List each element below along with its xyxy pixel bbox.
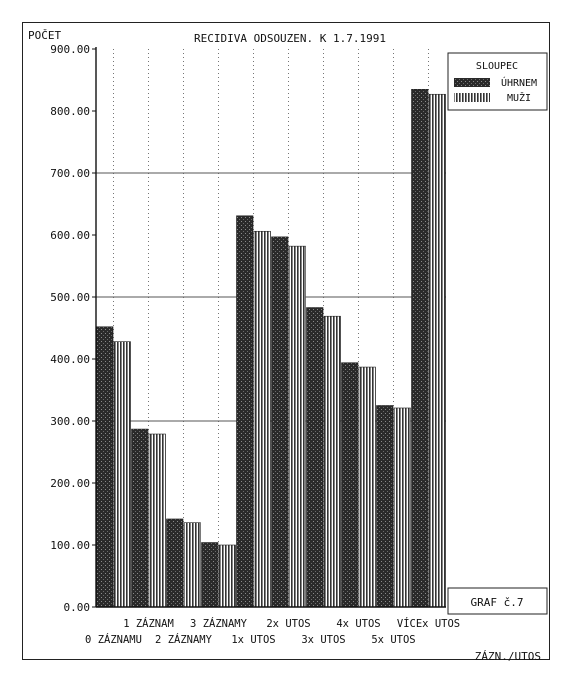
bar-muzi	[289, 246, 306, 607]
bar-muzi	[254, 231, 271, 607]
x-tick-label: 0 ZÁZNAMU	[85, 634, 142, 646]
y-axis-label: POČET	[28, 29, 62, 42]
legend-swatch-muzi	[454, 93, 490, 102]
bar-uhrnem	[167, 519, 184, 607]
legend	[448, 53, 547, 110]
x-tick-label: 3 ZÁZNAMY	[190, 618, 247, 630]
x-tick-label: 3x UTOS	[301, 634, 346, 646]
x-tick-label: 1x UTOS	[231, 634, 276, 646]
bar-muzi	[429, 94, 446, 607]
bar-muzi	[184, 523, 201, 607]
y-tick-label: 400.00	[50, 353, 90, 366]
y-tick-label: 800.00	[50, 105, 90, 118]
bar-uhrnem	[132, 429, 149, 607]
x-tick-labels	[85, 617, 460, 646]
chart-title: RECIDIVA ODSOUZEN. K 1.7.1991	[193, 32, 387, 45]
x-tick-label: 1 ZÁZNAM	[123, 618, 174, 630]
bar-uhrnem	[97, 327, 114, 607]
bar-uhrnem	[237, 216, 254, 607]
x-tick-label: 5x UTOS	[371, 634, 416, 646]
bar-uhrnem	[377, 406, 394, 608]
y-tick-label: 100.00	[50, 539, 90, 552]
y-tick-label: 600.00	[50, 229, 90, 242]
grid-lines	[96, 49, 446, 607]
bar-muzi	[324, 316, 341, 607]
bar-uhrnem	[202, 543, 219, 607]
y-tick-label: 700.00	[50, 167, 90, 180]
bar-muzi	[219, 545, 236, 607]
graph-label: GRAF č.7	[470, 596, 524, 609]
bar-muzi	[149, 434, 166, 607]
x-axis-label: ZÁZN./UTOS	[474, 650, 541, 663]
bar-muzi	[359, 367, 376, 607]
y-tick-label: 500.00	[50, 291, 90, 304]
bar-uhrnem	[342, 363, 359, 607]
x-tick-label: 2x UTOS	[266, 618, 311, 630]
bar-muzi	[394, 408, 411, 607]
x-tick-label: 2 ZÁZNAMY	[155, 634, 212, 646]
y-tick-labels	[50, 43, 90, 614]
bar-uhrnem	[272, 237, 289, 607]
y-tick-label: 200.00	[50, 477, 90, 490]
x-tick-label: 4x UTOS	[336, 618, 381, 630]
graph-label-box	[448, 588, 547, 614]
legend-swatch-uhrnem	[454, 78, 490, 87]
legend-title: SLOUPEC	[475, 61, 519, 72]
legend-label-muzi: MUŽI	[506, 93, 532, 104]
bar-uhrnem	[412, 89, 429, 607]
y-tick-label: 300.00	[50, 415, 90, 428]
y-tick-label: 0.00	[63, 601, 90, 614]
y-tick-label: 900.00	[50, 43, 90, 56]
bar-muzi	[114, 342, 131, 607]
bar-uhrnem	[307, 308, 324, 607]
legend-label-uhrnem: ÚHRNEM	[500, 78, 538, 89]
bars	[97, 89, 446, 607]
x-tick-label: VÍCEx UTOS	[396, 618, 461, 630]
